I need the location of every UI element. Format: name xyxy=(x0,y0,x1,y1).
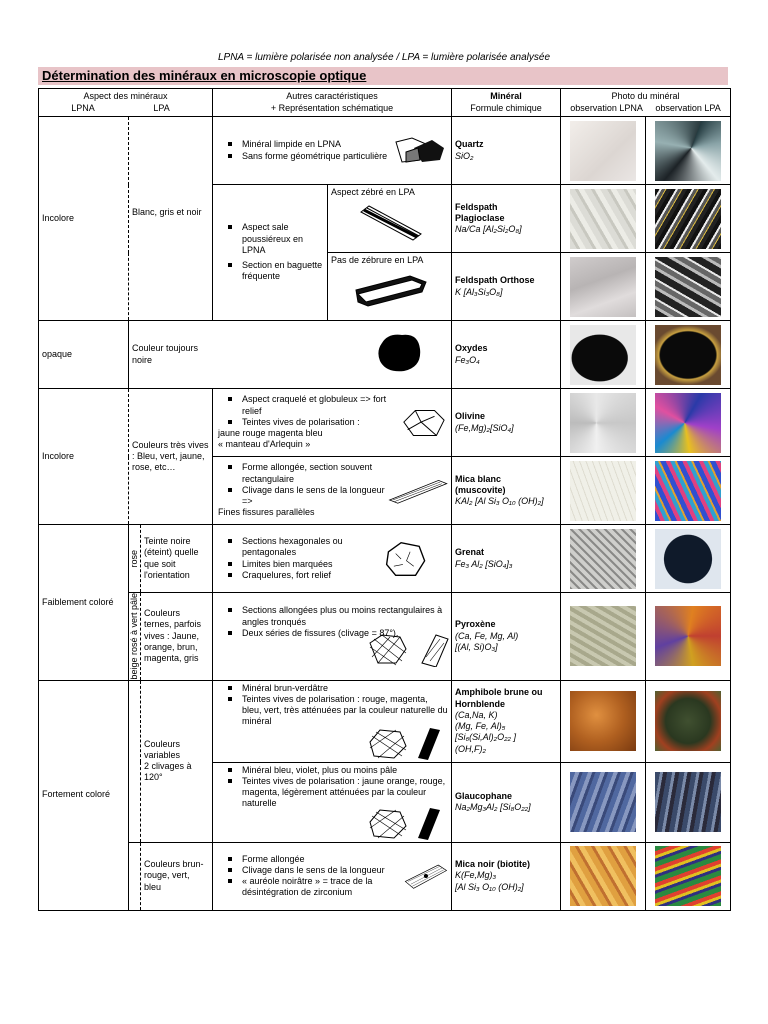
biotite-photo-lpa xyxy=(646,842,731,910)
biotite-lpa: Couleurs brun-rouge, vert, bleu xyxy=(141,842,213,910)
oxydes-sketch-cell xyxy=(213,321,452,389)
pyroxene-features: Sections allongées plus ou moins rectangulaires à angles tronqués Deux séries de fissures (clivage = 87°). xyxy=(213,593,452,681)
plagioclase-photo-lpna xyxy=(561,185,646,253)
orthose-sketch xyxy=(350,270,430,310)
amphibole-photo-lpa xyxy=(646,680,731,762)
page-title: Détermination des minéraux en microscopie optique xyxy=(38,67,728,85)
quartz-photo-lpa xyxy=(646,117,731,185)
grenat-tint: rose xyxy=(129,525,141,593)
grenat-sketch xyxy=(383,537,428,581)
plagioclase-sketch-cell: Aspect zébré en LPA xyxy=(328,185,452,253)
lpa-couleurs-vives: Couleurs très vives : Bleu, vert, jaune, rose, etc… xyxy=(129,389,213,525)
amphibole-features: Minéral brun-verdâtre Teintes vives de polarisation : rouge, magenta, bleu, vert, très atténuées par la couleur naturelle du minéral xyxy=(213,680,452,762)
oxydes-mineral: Oxydes Fe₃O₄ xyxy=(452,321,561,389)
glaucophane-photo-lpna xyxy=(561,762,646,842)
olivine-features: Aspect craquelé et globuleux => fort relief Teintes vives de polarisation : jaune rouge magenta bleu « manteau d'Arlequin » xyxy=(213,389,452,457)
glaucophane-mineral: Glaucophane Na₂Mg₃Al₂ [Si₈O₂₂] xyxy=(452,762,561,842)
grenat-photo-lpna xyxy=(561,525,646,593)
glaucophane-sketch xyxy=(366,806,446,840)
olivine-sketch xyxy=(400,406,448,440)
biotite-photo-lpna xyxy=(561,842,646,910)
lpa-couleur-noire: Couleur toujours noire xyxy=(129,321,213,389)
amphibole-photo-lpna xyxy=(561,680,646,762)
plagioclase-mineral: Feldspath Plagioclase Na/Ca [Al₂Si₂O₈] xyxy=(452,185,561,253)
header-autres: Autres caractéristiques + Représentation schématique xyxy=(213,89,452,117)
orthose-sketch-cell: Pas de zébrure en LPA xyxy=(328,253,452,321)
glaucophane-photo-lpa xyxy=(646,762,731,842)
header-mineral: Minéral Formule chimique xyxy=(452,89,561,117)
olivine-mineral: Olivine (Fe,Mg)₂[SiO₄] xyxy=(452,389,561,457)
oxydes-photo-lpna xyxy=(561,321,646,389)
header-aspect: Aspect des minéraux LPNA LPA xyxy=(39,89,213,117)
amphibole-mineral: Amphibole brune ou Hornblende (Ca,Na, K) (Mg, Fe, Al)₅ [Si₆(Si,Al)₂O₂₂ ] (OH,F)₂ xyxy=(452,680,561,762)
quartz-sketch xyxy=(392,134,448,168)
quartz-mineral: Quartz SiO₂ xyxy=(452,117,561,185)
lpna-incolore-2: Incolore xyxy=(39,389,129,525)
amphibole-sketch xyxy=(366,726,446,760)
lpa-blanc-gris-noir: Blanc, gris et noir xyxy=(129,117,213,321)
orthose-photo-lpa xyxy=(646,253,731,321)
pyroxene-tint: beige rosé à vert pâle xyxy=(129,593,139,680)
olivine-photo-lpna xyxy=(561,389,646,457)
quartz-photo-lpna xyxy=(561,117,646,185)
olivine-photo-lpa xyxy=(646,389,731,457)
lpna-opaque: opaque xyxy=(39,321,129,389)
grenat-mineral: Grenat Fe₃ Al₂ [SiO₄]₃ xyxy=(452,525,561,593)
biotite-sketch xyxy=(404,856,448,896)
header-photo: Photo du minéral observation LPNA observation LPA xyxy=(561,89,731,117)
grenat-lpa: Teinte noire (éteint) quelle que soit l'orientation xyxy=(141,525,213,593)
mica-blanc-photo-lpa xyxy=(646,457,731,525)
minerals-table xyxy=(38,88,731,911)
biotite-spacer xyxy=(129,842,141,910)
lpna-faiblement-colore: Faiblement coloré xyxy=(39,525,129,681)
mica-blanc-mineral: Mica blanc (muscovite) KAl₂ [Al Si₃ O₁₀ (OH)₂] xyxy=(452,457,561,525)
mica-blanc-photo-lpna xyxy=(561,457,646,525)
fortement-spacer xyxy=(129,680,141,842)
pyroxene-mineral: Pyroxène (Ca, Fe, Mg, Al) [(Al, Si)O₃] xyxy=(452,593,561,681)
plagioclase-sketch xyxy=(355,202,425,242)
feldspath-features: Aspect sale poussiéreux en LPNA Section en baguette fréquente xyxy=(213,185,328,321)
grenat-features: Sections hexagonales ou pentagonales Limites bien marquées Craquelures, fort relief xyxy=(213,525,452,593)
lpna-incolore-1: Incolore xyxy=(39,117,129,321)
pyroxene-photo-lpa xyxy=(646,593,731,681)
biotite-features: Forme allongée Clivage dans le sens de la longueur « auréole noirâtre » = trace de la désintégration de zirconium xyxy=(213,842,452,910)
orthose-mineral: Feldspath Orthose K [Al₃Si₃O₈] xyxy=(452,253,561,321)
lpna-fortement-colore: Fortement coloré xyxy=(39,680,129,910)
glaucophane-features: Minéral bleu, violet, plus ou moins pâle Teintes vives de polarisation : jaune orange, rouge, magenta, légèrement atténuées par la couleur naturelle xyxy=(213,762,452,842)
biotite-mineral: Mica noir (biotite) K(Fe,Mg)₃ [Al Si₃ O₁₀ (OH)₂] xyxy=(452,842,561,910)
mica-blanc-sketch xyxy=(388,474,448,508)
oxydes-photo-lpa xyxy=(646,321,731,389)
legend-note: LPNA = lumière polarisée non analysée / LPA = lumière polarisée analysée xyxy=(217,52,551,63)
quartz-features: Minéral limpide en LPNA Sans forme géométrique particulière xyxy=(213,117,452,185)
pyroxene-photo-lpna xyxy=(561,593,646,681)
mica-blanc-features: Forme allongée, section souvent rectangulaire Clivage dans le sens de la longueur => Fines fissures parallèles xyxy=(213,457,452,525)
grenat-photo-lpa xyxy=(646,525,731,593)
lpa-couleurs-variables: Couleurs variables 2 clivages à 120° xyxy=(141,680,213,842)
pyroxene-lpa: Couleurs ternes, parfois vives : Jaune, orange, brun, magenta, gris xyxy=(141,593,213,681)
orthose-photo-lpna xyxy=(561,253,646,321)
plagioclase-photo-lpa xyxy=(646,185,731,253)
oxydes-sketch xyxy=(374,331,424,375)
